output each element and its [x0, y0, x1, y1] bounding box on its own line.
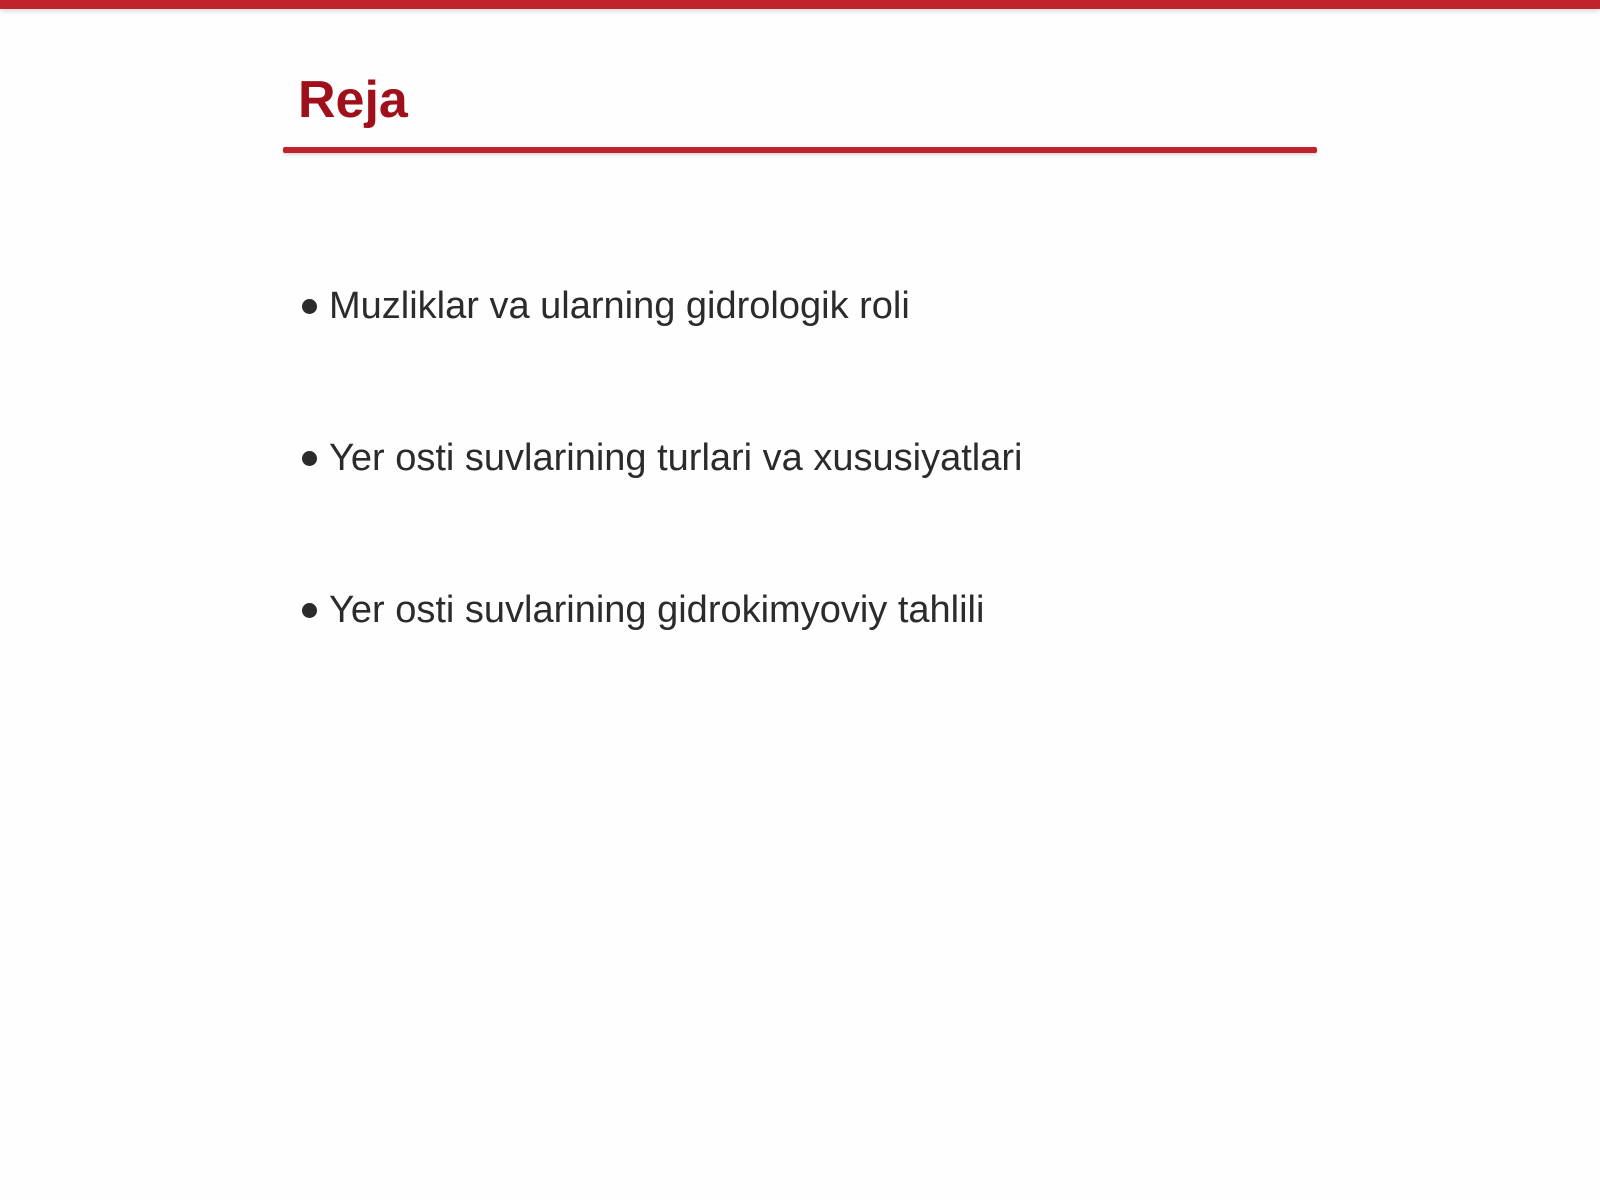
top-accent-bar	[0, 0, 1600, 9]
bullet-dot-icon	[302, 299, 317, 314]
slide-title: Reja	[298, 71, 408, 129]
bullet-text: Muzliklar va ularning gidrologik roli	[329, 285, 910, 327]
title-underline	[283, 147, 1317, 153]
bullet-text: Yer osti suvlarining gidrokimyoviy tahlili	[329, 589, 985, 631]
bullet-text: Yer osti suvlarining turlari va xususiyatlari	[329, 437, 1023, 479]
bullet-dot-icon	[302, 451, 317, 466]
bullet-dot-icon	[302, 603, 317, 618]
